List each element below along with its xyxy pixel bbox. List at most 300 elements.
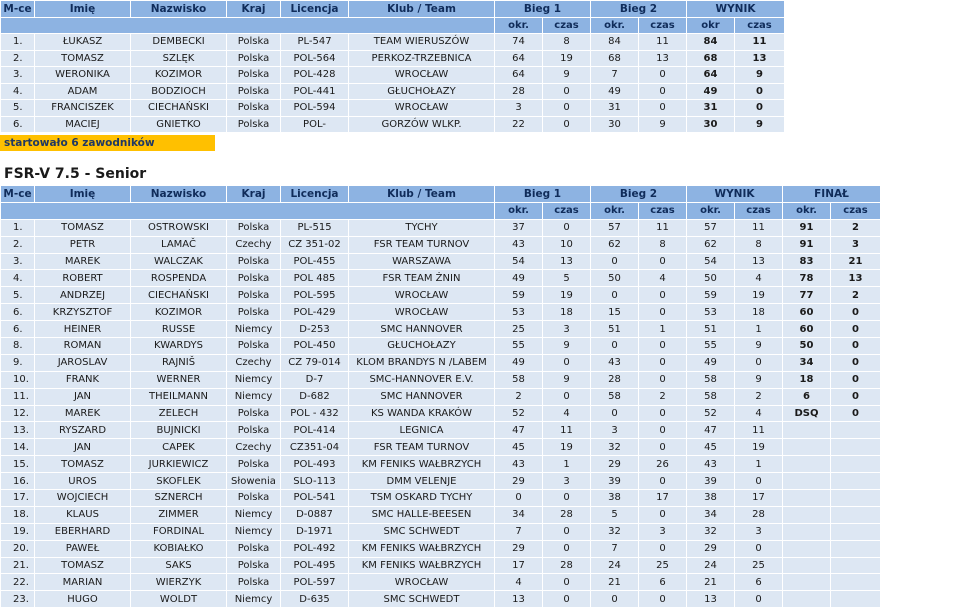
results-table-2: [0, 185, 881, 608]
table-cell: 0: [639, 83, 687, 100]
table-row: [1, 50, 785, 67]
table-cell: [831, 591, 881, 608]
table-cell: Czechy: [227, 439, 281, 456]
subheader-row: [1, 202, 881, 219]
table-cell: 0: [543, 523, 591, 540]
table-cell: [783, 523, 831, 540]
table-cell: SLO-113: [281, 473, 349, 490]
table-row: [1, 100, 785, 117]
table-cell: 11: [543, 422, 591, 439]
table-cell: 6: [783, 388, 831, 405]
table-row: [1, 338, 881, 355]
table-cell: POL-492: [281, 540, 349, 557]
table-cell: 8: [735, 236, 783, 253]
table-row: [1, 236, 881, 253]
table-cell: 10: [543, 236, 591, 253]
table-cell: KOBIAŁKO: [131, 540, 227, 557]
table-cell: TOMASZ: [35, 557, 131, 574]
table-cell: POL-429: [281, 304, 349, 321]
table-cell: 9: [735, 371, 783, 388]
table-cell: Niemcy: [227, 371, 281, 388]
table-cell: 5.: [1, 287, 35, 304]
column-subheader: czas: [543, 17, 591, 34]
table-cell: 38: [687, 490, 735, 507]
table-cell: 0: [639, 405, 687, 422]
table-cell: 0: [543, 540, 591, 557]
column-header: Nazwisko: [131, 1, 227, 18]
table-cell: KLOM BRANDYS N /LABEM: [349, 354, 495, 371]
table-cell: 38: [591, 490, 639, 507]
table-cell: 18.: [1, 506, 35, 523]
table-row: [1, 388, 881, 405]
column-subheader: okr.: [591, 202, 639, 219]
table-cell: [831, 506, 881, 523]
table-cell: 0: [639, 253, 687, 270]
table-cell: SZLĘK: [131, 50, 227, 67]
table-cell: POL-564: [281, 50, 349, 67]
table-row: [1, 439, 881, 456]
table-cell: GŁUCHOŁAZY: [349, 83, 495, 100]
table-cell: 3: [591, 422, 639, 439]
table-cell: 0: [735, 354, 783, 371]
table-cell: 21: [591, 574, 639, 591]
column-subheader: czas: [543, 202, 591, 219]
table-cell: Polska: [227, 456, 281, 473]
table-cell: 2: [831, 219, 881, 236]
table-cell: POL-495: [281, 557, 349, 574]
table-cell: 0: [639, 473, 687, 490]
table-cell: 0: [735, 83, 785, 100]
table-cell: 9: [543, 67, 591, 84]
column-subheader: czas: [639, 17, 687, 34]
table-cell: Polska: [227, 287, 281, 304]
column-header: Klub / Team: [349, 1, 495, 18]
table-cell: 5.: [1, 100, 35, 117]
table-cell: DSQ: [783, 405, 831, 422]
table-cell: 84: [591, 34, 639, 51]
table-cell: 28: [543, 557, 591, 574]
table-cell: CZ 79-014: [281, 354, 349, 371]
table-cell: 50: [591, 270, 639, 287]
table-cell: 19.: [1, 523, 35, 540]
table-cell: 6: [639, 574, 687, 591]
table-cell: 13: [735, 253, 783, 270]
table-cell: 2.: [1, 50, 35, 67]
table-cell: POL 485: [281, 270, 349, 287]
table-cell: 50: [687, 270, 735, 287]
table-row: [1, 321, 881, 338]
table-cell: 4: [495, 574, 543, 591]
table-row: [1, 591, 881, 608]
table-cell: Niemcy: [227, 523, 281, 540]
table-cell: 9: [735, 67, 785, 84]
table-cell: Słowenia: [227, 473, 281, 490]
table-row: [1, 83, 785, 100]
table-cell: 62: [687, 236, 735, 253]
column-subheader: okr.: [495, 202, 543, 219]
table-cell: Polska: [227, 34, 281, 51]
table-cell: [831, 456, 881, 473]
column-header: Kraj: [227, 1, 281, 18]
table-cell: 0: [639, 506, 687, 523]
table-cell: 45: [495, 439, 543, 456]
table-cell: 2.: [1, 236, 35, 253]
table-cell: 4: [639, 270, 687, 287]
table-cell: POL-414: [281, 422, 349, 439]
table-cell: 24: [687, 557, 735, 574]
table-cell: WERNER: [131, 371, 227, 388]
table-cell: 39: [687, 473, 735, 490]
table-cell: 0: [735, 100, 785, 117]
table-cell: [831, 422, 881, 439]
table-cell: Niemcy: [227, 591, 281, 608]
table-cell: 0: [831, 354, 881, 371]
table-cell: DMM VELENJE: [349, 473, 495, 490]
table-cell: 1.: [1, 219, 35, 236]
table-row: [1, 405, 881, 422]
table-cell: 84: [687, 34, 735, 51]
table-cell: BODZIOCH: [131, 83, 227, 100]
table-cell: 3: [543, 321, 591, 338]
column-header: Nazwisko: [131, 186, 227, 203]
table-cell: KWARDYS: [131, 338, 227, 355]
table-cell: 43: [495, 456, 543, 473]
column-header: M-ce: [1, 1, 35, 18]
column-header: Licencja: [281, 1, 349, 18]
table-cell: Polska: [227, 67, 281, 84]
table-cell: 11: [735, 34, 785, 51]
table-cell: 13: [495, 591, 543, 608]
table-cell: 18: [543, 304, 591, 321]
table-cell: 4.: [1, 83, 35, 100]
table-cell: MARIAN: [35, 574, 131, 591]
table-cell: 0: [831, 304, 881, 321]
table-cell: Polska: [227, 338, 281, 355]
table-cell: 37: [495, 219, 543, 236]
table-cell: 59: [495, 287, 543, 304]
table-cell: Niemcy: [227, 388, 281, 405]
table-cell: ZIMMER: [131, 506, 227, 523]
table-cell: 0: [831, 371, 881, 388]
table-cell: ROSPENDA: [131, 270, 227, 287]
table-cell: 45: [687, 439, 735, 456]
table-cell: 29: [495, 473, 543, 490]
table-cell: KM FENIKS WAŁBRZYCH: [349, 557, 495, 574]
table-cell: D-682: [281, 388, 349, 405]
table-cell: Polska: [227, 83, 281, 100]
table-cell: PL-547: [281, 34, 349, 51]
table-row: [1, 287, 881, 304]
table-cell: 2: [495, 388, 543, 405]
column-header: Bieg 1: [495, 186, 591, 203]
table-row: [1, 506, 881, 523]
table-cell: 19: [543, 50, 591, 67]
table-cell: 0: [543, 591, 591, 608]
table-cell: 0: [639, 371, 687, 388]
competitors-count-banner: startowało 6 zawodników: [0, 135, 215, 151]
table-cell: 9: [543, 371, 591, 388]
table-cell: 25: [495, 321, 543, 338]
table-cell: 49: [495, 270, 543, 287]
table-cell: 23.: [1, 591, 35, 608]
table-cell: WROCŁAW: [349, 304, 495, 321]
table-cell: 64: [495, 67, 543, 84]
table-cell: 3.: [1, 253, 35, 270]
table-cell: 28: [495, 83, 543, 100]
column-subheader: okr.: [591, 17, 639, 34]
table-cell: KS WANDA KRAKÓW: [349, 405, 495, 422]
table-cell: ANDRZEJ: [35, 287, 131, 304]
table-cell: 30: [687, 116, 735, 133]
table-cell: 55: [495, 338, 543, 355]
table-cell: POL-455: [281, 253, 349, 270]
table-cell: [783, 422, 831, 439]
table-cell: KM FENIKS WAŁBRZYCH: [349, 540, 495, 557]
table-cell: 9: [639, 116, 687, 133]
table-cell: GORZÓW WLKP.: [349, 116, 495, 133]
header-row: [1, 186, 881, 203]
table-cell: POL - 432: [281, 405, 349, 422]
table-cell: 58: [687, 388, 735, 405]
table-cell: [783, 591, 831, 608]
table-cell: D-635: [281, 591, 349, 608]
table-cell: 13: [831, 270, 881, 287]
table-cell: 0: [831, 338, 881, 355]
table-cell: WROCŁAW: [349, 574, 495, 591]
column-header: Bieg 2: [591, 186, 687, 203]
table-cell: 5: [591, 506, 639, 523]
column-subheader: okr.: [783, 202, 831, 219]
table-cell: 0: [639, 540, 687, 557]
table-cell: POL-441: [281, 83, 349, 100]
table-cell: ZELECH: [131, 405, 227, 422]
column-header: Imię: [35, 186, 131, 203]
table-cell: D-1971: [281, 523, 349, 540]
table-cell: FSR TEAM TURNOV: [349, 439, 495, 456]
table-cell: UROS: [35, 473, 131, 490]
table-cell: POL-595: [281, 287, 349, 304]
table-row: [1, 67, 785, 84]
table-cell: 57: [687, 219, 735, 236]
table-cell: [783, 557, 831, 574]
table-cell: 28: [591, 371, 639, 388]
table-cell: SMC HALLE-BEESEN: [349, 506, 495, 523]
table-cell: TSM OSKARD TYCHY: [349, 490, 495, 507]
table-cell: Polska: [227, 253, 281, 270]
table-cell: ROBERT: [35, 270, 131, 287]
table-cell: [831, 574, 881, 591]
table-cell: LEGNICA: [349, 422, 495, 439]
table-cell: 21.: [1, 557, 35, 574]
table-cell: POL-493: [281, 456, 349, 473]
column-subheader: okr.: [687, 202, 735, 219]
table-cell: 32: [591, 439, 639, 456]
table-cell: 1: [735, 456, 783, 473]
table-cell: 0: [591, 287, 639, 304]
table-cell: 8: [639, 236, 687, 253]
table-cell: 29: [591, 456, 639, 473]
table-cell: FORDINAL: [131, 523, 227, 540]
table-cell: CIECHAŃSKI: [131, 100, 227, 117]
table-cell: Polska: [227, 422, 281, 439]
table-cell: [783, 574, 831, 591]
table-cell: 9: [735, 338, 783, 355]
table-cell: 83: [783, 253, 831, 270]
table-cell: KOZIMOR: [131, 304, 227, 321]
table-cell: 55: [687, 338, 735, 355]
table-cell: 0: [831, 388, 881, 405]
table-cell: 3.: [1, 67, 35, 84]
table-cell: [783, 456, 831, 473]
table-cell: 21: [687, 574, 735, 591]
table-cell: WERONIKA: [35, 67, 131, 84]
table-cell: 11: [735, 422, 783, 439]
column-header: WYNIK: [687, 186, 783, 203]
table-cell: GŁUCHOŁAZY: [349, 338, 495, 355]
table-cell: SMC-HANNOVER E.V.: [349, 371, 495, 388]
table-cell: 0: [543, 574, 591, 591]
table-cell: Polska: [227, 405, 281, 422]
table-cell: 6.: [1, 321, 35, 338]
column-header: Klub / Team: [349, 186, 495, 203]
table-cell: [831, 523, 881, 540]
table-row: [1, 540, 881, 557]
table-row: [1, 574, 881, 591]
table-cell: 22.: [1, 574, 35, 591]
table-cell: 8.: [1, 338, 35, 355]
table-cell: 39: [591, 473, 639, 490]
table-cell: 91: [783, 219, 831, 236]
table-cell: 58: [591, 388, 639, 405]
table-cell: ROMAN: [35, 338, 131, 355]
table-row: [1, 523, 881, 540]
table-cell: FSR TEAM TURNOV: [349, 236, 495, 253]
table-cell: [783, 506, 831, 523]
table-cell: 13: [735, 50, 785, 67]
table-cell: 1: [543, 456, 591, 473]
table-cell: 43: [687, 456, 735, 473]
table-cell: PERKOZ-TRZEBNICA: [349, 50, 495, 67]
table-cell: WROCŁAW: [349, 287, 495, 304]
table-cell: 1.: [1, 34, 35, 51]
table-cell: 16.: [1, 473, 35, 490]
table-cell: 15: [591, 304, 639, 321]
table-cell: 0: [639, 354, 687, 371]
table-cell: 11: [639, 34, 687, 51]
table-cell: Polska: [227, 557, 281, 574]
table-cell: SZNERCH: [131, 490, 227, 507]
table-cell: 7: [495, 523, 543, 540]
table-cell: [831, 473, 881, 490]
table-cell: 0: [639, 422, 687, 439]
subheader-blank: [1, 17, 495, 34]
table-cell: SMC HANNOVER: [349, 321, 495, 338]
table-cell: SAKS: [131, 557, 227, 574]
table-cell: 13: [687, 591, 735, 608]
table-cell: 5: [543, 270, 591, 287]
table-cell: 2: [639, 388, 687, 405]
table-cell: 49: [591, 83, 639, 100]
table-cell: 11: [639, 219, 687, 236]
table-cell: 0: [591, 591, 639, 608]
table-cell: 0: [543, 219, 591, 236]
table-cell: 0: [591, 338, 639, 355]
table-cell: 59: [687, 287, 735, 304]
table-cell: 0: [543, 388, 591, 405]
table-row: [1, 422, 881, 439]
table-cell: 64: [687, 67, 735, 84]
table-cell: [831, 490, 881, 507]
table-cell: 28: [735, 506, 783, 523]
table-cell: 0: [639, 338, 687, 355]
table-cell: 32: [591, 523, 639, 540]
table-cell: 9: [543, 338, 591, 355]
table-cell: 29: [687, 540, 735, 557]
table-cell: 3: [831, 236, 881, 253]
table-row: [1, 456, 881, 473]
table-cell: 30: [591, 116, 639, 133]
table-cell: FSR TEAM ŻNIN: [349, 270, 495, 287]
table-cell: JAN: [35, 388, 131, 405]
table-cell: D-0887: [281, 506, 349, 523]
table-cell: [831, 439, 881, 456]
table-cell: 20.: [1, 540, 35, 557]
table-cell: HEINER: [35, 321, 131, 338]
table-cell: D-7: [281, 371, 349, 388]
table-row: [1, 557, 881, 574]
table-cell: WROCŁAW: [349, 100, 495, 117]
table-cell: 54: [687, 253, 735, 270]
table-cell: GNIETKO: [131, 116, 227, 133]
column-header: FINAŁ: [783, 186, 881, 203]
table-cell: [831, 540, 881, 557]
table-cell: 68: [591, 50, 639, 67]
table-cell: KLAUS: [35, 506, 131, 523]
column-subheader: czas: [735, 17, 785, 34]
table-cell: 15.: [1, 456, 35, 473]
table-row: [1, 371, 881, 388]
table-cell: 9: [735, 116, 785, 133]
table-cell: 2: [831, 287, 881, 304]
table-row: [1, 34, 785, 51]
table-cell: 26: [639, 456, 687, 473]
table-row: [1, 304, 881, 321]
table-cell: DEMBECKI: [131, 34, 227, 51]
table-cell: POL-594: [281, 100, 349, 117]
table-cell: Polska: [227, 540, 281, 557]
table-cell: Polska: [227, 219, 281, 236]
table-cell: 34: [495, 506, 543, 523]
table-cell: 43: [495, 236, 543, 253]
table-cell: 4: [735, 405, 783, 422]
table-cell: 13: [639, 50, 687, 67]
table-cell: WOJCIECH: [35, 490, 131, 507]
table-cell: 49: [687, 354, 735, 371]
table-cell: 4: [735, 270, 783, 287]
table-cell: 3: [495, 100, 543, 117]
subheader-blank: [1, 202, 495, 219]
table-cell: 7: [591, 67, 639, 84]
table-cell: 10.: [1, 371, 35, 388]
column-subheader: czas: [735, 202, 783, 219]
table-cell: 0: [543, 100, 591, 117]
table-cell: 0: [543, 116, 591, 133]
header-row: [1, 1, 785, 18]
table-cell: KOZIMOR: [131, 67, 227, 84]
table-cell: WIERZYK: [131, 574, 227, 591]
table-cell: 0: [831, 321, 881, 338]
table-cell: WROCŁAW: [349, 67, 495, 84]
